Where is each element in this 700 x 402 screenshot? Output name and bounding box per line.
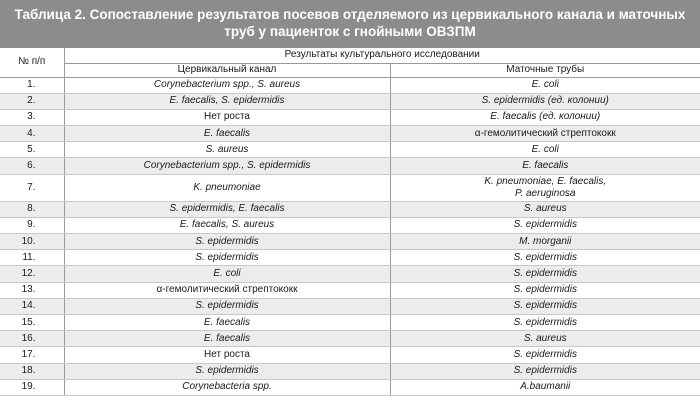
tubes-result xyxy=(390,174,700,201)
row-number: 12. xyxy=(0,266,64,282)
cervical-result: E. faecalis, S. aureus xyxy=(64,217,390,233)
tubes-result: E. coli xyxy=(390,77,700,93)
header-cervical: Цервикальный канал xyxy=(64,63,390,77)
tubes-result: S. epidermidis xyxy=(390,217,700,233)
table-row xyxy=(0,174,700,201)
tubes-result: S. epidermidis xyxy=(390,298,700,314)
cervical-result: S. epidermidis xyxy=(64,250,390,266)
tubes-result: S. epidermidis xyxy=(390,347,700,363)
tubes-result: S. epidermidis xyxy=(390,282,700,298)
cervical-result: K. pneumoniae xyxy=(64,174,390,201)
table-row xyxy=(0,217,700,233)
tubes-result: S. aureus xyxy=(390,331,700,347)
row-number: 11. xyxy=(0,250,64,266)
row-number: 19. xyxy=(0,379,64,395)
table-body xyxy=(0,77,700,395)
tubes-result-line-2: P. aeruginosa xyxy=(515,187,576,199)
row-number: 7. xyxy=(0,174,64,201)
cervical-result: S. epidermidis xyxy=(64,298,390,314)
header-number: № п/п xyxy=(0,48,64,77)
cervical-result: S. epidermidis xyxy=(64,363,390,379)
cervical-result: S. epidermidis, E. faecalis xyxy=(64,201,390,217)
tubes-result: E. faecalis (ед. колонии) xyxy=(390,109,700,125)
table-row xyxy=(0,298,700,314)
table-row xyxy=(0,347,700,363)
row-number: 16. xyxy=(0,331,64,347)
tubes-result: E. faecalis xyxy=(390,158,700,174)
tubes-result: M. morganii xyxy=(390,234,700,250)
table-row xyxy=(0,314,700,330)
row-number: 5. xyxy=(0,142,64,158)
table-row xyxy=(0,201,700,217)
row-number: 2. xyxy=(0,93,64,109)
table-row xyxy=(0,126,700,142)
cervical-result: E. faecalis xyxy=(64,331,390,347)
header-tubes: Маточные трубы xyxy=(390,63,700,77)
table-title xyxy=(0,0,700,48)
table-row xyxy=(0,250,700,266)
cervical-result: Corynebacterium spp., S. epidermidis xyxy=(64,158,390,174)
row-number: 15. xyxy=(0,314,64,330)
cervical-result: Нет роста xyxy=(64,347,390,363)
table-title-line-1: Таблица 2. Сопоставление результатов посевов отделяемого из цервикального канала и маточных xyxy=(14,7,686,22)
header-group: Результаты культурального исследовании xyxy=(64,48,700,63)
tubes-result: S. epidermidis (ед. колонии) xyxy=(390,93,700,109)
row-number: 6. xyxy=(0,158,64,174)
cervical-result: S. aureus xyxy=(64,142,390,158)
tubes-result: S. epidermidis xyxy=(390,314,700,330)
row-number: 3. xyxy=(0,109,64,125)
row-number: 10. xyxy=(0,234,64,250)
cervical-result: E. faecalis, S. epidermidis xyxy=(64,93,390,109)
table-row xyxy=(0,363,700,379)
row-number: 13. xyxy=(0,282,64,298)
tubes-result: E. coli xyxy=(390,142,700,158)
cervical-result: Corynebacterium spp., S. aureus xyxy=(64,77,390,93)
row-number: 8. xyxy=(0,201,64,217)
tubes-result-line-1: K. pneumoniae, E. faecalis, xyxy=(484,175,607,187)
cervical-result: E. faecalis xyxy=(64,126,390,142)
table-row xyxy=(0,142,700,158)
cervical-result: S. epidermidis xyxy=(64,234,390,250)
tubes-result: S. epidermidis xyxy=(390,266,700,282)
row-number: 17. xyxy=(0,347,64,363)
table-row xyxy=(0,282,700,298)
table-row xyxy=(0,234,700,250)
tubes-result: α-гемолитический стрептококк xyxy=(390,126,700,142)
row-number: 18. xyxy=(0,363,64,379)
cervical-result: Corynebacteria spp. xyxy=(64,379,390,395)
table-title-line-2: труб у пациенток с гнойными ОВЗПМ xyxy=(224,24,476,39)
table-row xyxy=(0,93,700,109)
row-number: 14. xyxy=(0,298,64,314)
table-row xyxy=(0,331,700,347)
tubes-result: S. epidermidis xyxy=(390,250,700,266)
cervical-result: E. coli xyxy=(64,266,390,282)
tubes-result: S. epidermidis xyxy=(390,363,700,379)
row-number: 4. xyxy=(0,126,64,142)
row-number: 9. xyxy=(0,217,64,233)
row-number: 1. xyxy=(0,77,64,93)
tubes-result: A.baumanii xyxy=(390,379,700,395)
tubes-result: S. aureus xyxy=(390,201,700,217)
table-row xyxy=(0,77,700,93)
cervical-result: α-гемолитический стрептококк xyxy=(64,282,390,298)
cervical-result: E. faecalis xyxy=(64,314,390,330)
table-row xyxy=(0,158,700,174)
results-table xyxy=(0,48,700,396)
table-row xyxy=(0,109,700,125)
table-row xyxy=(0,379,700,395)
cervical-result: Нет роста xyxy=(64,109,390,125)
table-row xyxy=(0,266,700,282)
